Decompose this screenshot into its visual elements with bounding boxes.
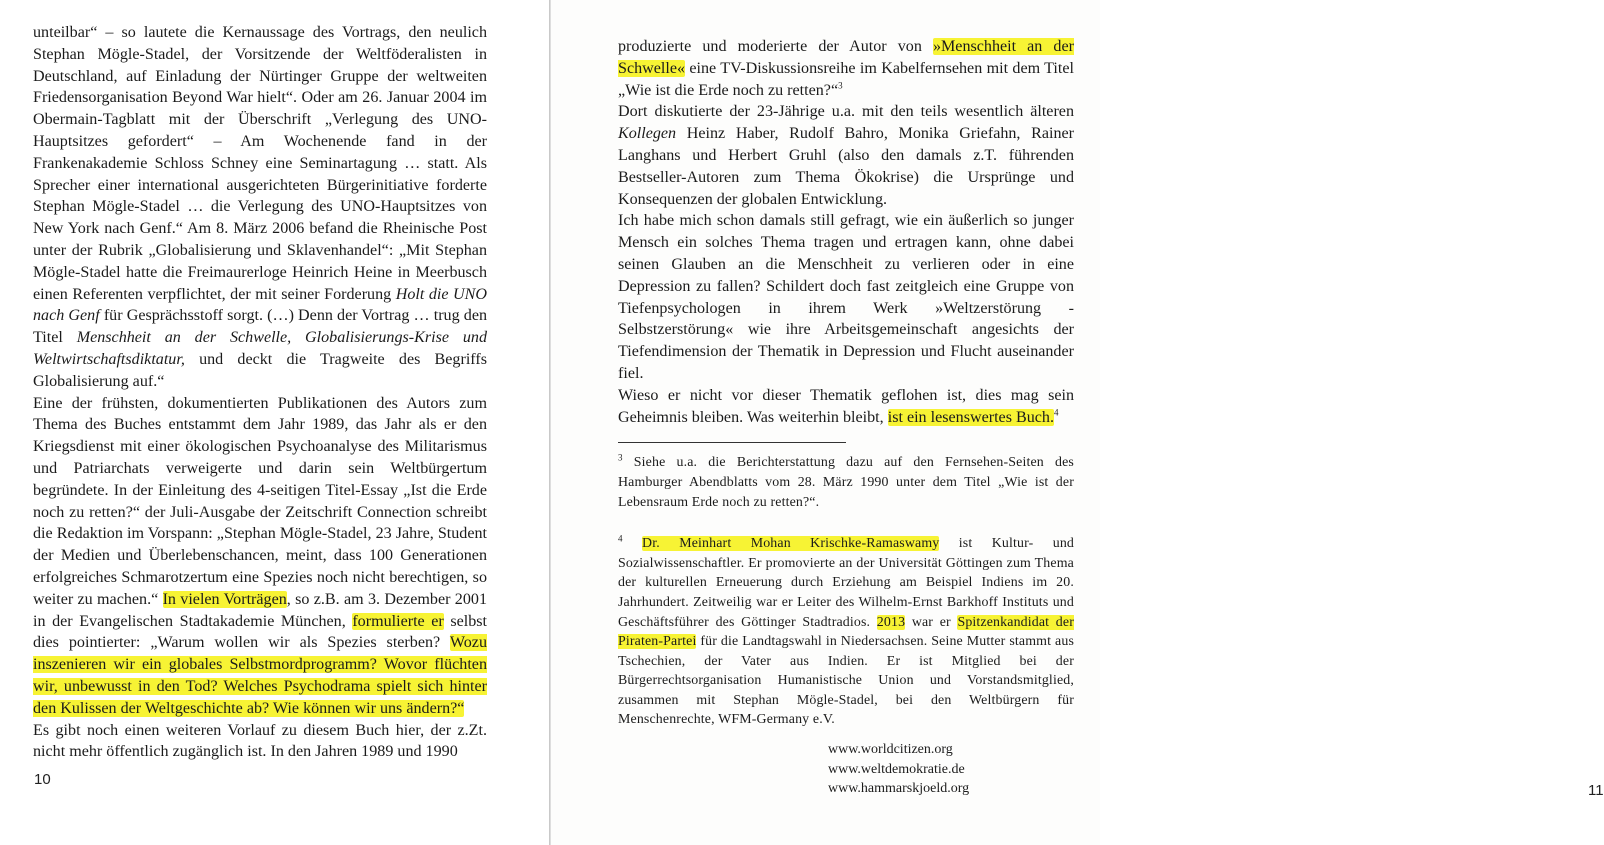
footnote-marker: 3 — [838, 80, 843, 91]
page-number-right: 11 — [1588, 782, 1604, 799]
right-page — [551, 0, 1604, 845]
right-paragraph: Ich habe mich schon damals still gefragt, wie ein äußerlich so junger Mensch ein solches Thema tragen und ertragen kann, ohne dabei seinen Glauben an die Menschheit zu verlieren oder in eine Depression zu fallen? Schildert doch fast zeitgleich eine Gruppe von Tiefenpsychologen in ihrem Werk »Weltzerstörung - Selbstzerstörung« wie ihre Arbeitsgemeinschaft angesichts der Tiefendimension der Thematik in Depression und Flucht auseinander fiel. — [618, 212, 1074, 382]
highlighted-text: 2013 — [876, 614, 906, 630]
footnote-marker: 3 — [618, 452, 623, 463]
website-list — [828, 740, 1074, 799]
left-paragraph: unteilbar“ – so lautete die Kernaussage des Vortrags, den neulich Stephan Mögle-Stadel, der Vorsitzende der Weltföderalisten in Deutschland, auf Einladung der Nürtinger Gruppe der weltweiten Friedensorganisation Beyond War hielt“. Oder am 26. Januar 2004 im Obermain-Tagblatt mit der Überschrift „Verlegung des UNO-Hauptsitzes gefordert“ – Am Wochenende fand in der Frankenakademie Schloss Schney eine Seminartagung … statt. Als Sprecher einer international ausgerichteten Bürgerinitiative forderte Stephan Mögle-Stadel … die Verlegung des UNO-Hauptsitzes von New York nach Genf.“ Am 8. März 2006 befand die Rheinische Post unter der Rubrik „Globalisierung und Sklavenhandel“: „Mit Stephan Mögle-Stadel hatte die Freimaurerloge Heinrich Heine in Meerbusch einen Referenten verpflichtet, der mit seiner Forderung Holt die UNO nach Genf für Gesprächsstoff sorgt. (…) Denn der Vortrag … trug den Titel Menschheit an der Schwelle, Globalisierungs-Krise und Weltwirtschaftsdiktatur, und deckt die Tragweite des Begriffs Globalisierung auf.“ — [33, 24, 488, 390]
highlighted-text: Wozu inszenieren wir ein globales Selbstmordprogramm? Wovor flüchten wir, unbewusst in den Tod? Welches Psychodrama spielt sich hinter den Kulissen der Weltgeschichte ab? Wie können wir uns ändern?“ — [33, 634, 487, 717]
highlighted-text: ist ein lesenswertes Buch. — [887, 408, 1054, 426]
right-paragraph: Dort diskutierte der 23-Jährige u.a. mit den teils wesentlich älteren Kollegen Heinz Haber, Rudolf Bahro, Monika Griefahn, Rainer Langhans und Herbert Gruhl (also den damals z.T. führenden Bestseller-Autoren zum Thema Ökokrise) die Ursprünge und Konsequenzen der globalen Entwicklung. — [618, 103, 1074, 208]
website-link[interactable]: www.worldcitizen.org — [828, 742, 953, 758]
website-link[interactable]: www.weltdemokratie.de — [828, 761, 965, 777]
italic-text: Kollegen — [618, 125, 677, 143]
footnote-marker: 4 — [618, 533, 623, 544]
right-paragraph: Wieso er nicht vor dieser Thematik geflohen ist, dies mag sein Geheimnis bleiben. Was weiterhin bleibt, ist ein lesenswertes Buch.$^4$ — [618, 386, 1074, 426]
footnote-divider — [618, 442, 846, 443]
footnote-marker: 4 — [1053, 407, 1059, 418]
footnote-4: $^4$ Dr. Meinhart Mohan Krischke-Ramaswamy ist Kultur- und Sozialwissenschaftler. Er promovierte an der Universität Göttingen zum Thema der kulturellen Erneuerung durch Erziehung am Beispiel Indiens im 20. Jahrhundert. Zeitweilig war er Leiter des Wilhelm-Ernst Barkhoff Instituts und Geschäftsführer des Göttinger Stadtradios. 2013 war er Spitzenkandidat der Piraten-Partei für die Landtagswahl in Niedersachsen. Seine Mutter stammt aus Tschechien, der Vater aus Indien. Er ist Mitglied bei der Bürgerrechtsorganisation Humanistische Union und Vorstandsmitglied, zusammen mit Stephan Mögle-Stadel, bei den Weltbürgern für Menschenrechte, WFM-Germany e.V. — [618, 533, 1075, 728]
page-number-left: 10 — [34, 771, 51, 788]
left-page-text — [33, 22, 487, 763]
footnote-3: $^3$ Siehe u.a. die Berichterstattung dazu auf den Fernsehen-Seiten des Hamburger Abendblatts vom 28. März 1990 unter dem Titel „Wie ist der Lebensraum Erde noch zu retten?“. — [618, 452, 1074, 510]
highlighted-text: Spitzenkandidat der Piraten-Partei — [618, 614, 1074, 650]
right-page-text — [618, 36, 1074, 799]
italic-text: Menschheit an der Schwelle, Globalisierungs-Krise und Weltwirtschaftsdiktatur, — [33, 329, 487, 368]
left-paragraph: Es gibt noch einen weiteren Vorlauf zu diesem Buch hier, der z.Zt. nicht mehr öffentlich zugänglich ist. In den Jahren 1989 und 1990 — [33, 721, 487, 761]
website-link[interactable]: www.hammarskjoeld.org — [828, 781, 970, 797]
highlighted-text: formulierte er — [352, 612, 444, 630]
left-page — [0, 0, 549, 845]
highlighted-text: Dr. Meinhart Mohan Krischke-Ramaswamy — [642, 536, 940, 552]
left-paragraph: Eine der frühsten, dokumentierten Publikationen des Autors zum Thema des Buches entstammt dem Jahr 1989, das Jahr als er den Kriegsdienst mit einer ökologischen Psychoanalyse des Militarismus und Patriarchats verweigerte und darin sein Weltbürgertum begründete. In der Einleitung des 4-seitigen Titel-Essay „Ist die Erde noch zu retten?“ der Juli-Ausgabe der Zeitschrift Connection schreibt die Redaktion im Vorspann: „Stephan Mögle-Stadel, 23 Jahre, Student der Medien und Überlebenschancen, meint, dass 100 Generationen erfolgreiches Schmarotzertum eine Spezies noch nicht berechtigen, so weiter zu machen.“ In vielen Vorträgen, so z.B. am 3. Dezember 2001 in der Evangelischen Stadtakademie München, formulierte er selbst dies pointierter: „Warum wollen wir als Spezies sterben? Wozu inszenieren wir ein globales Selbstmordprogramm? Wovor flüchten wir, unbewusst in den Tod? Welches Psychodrama spielt sich hinter den Kulissen der Weltgeschichte ab? Wie können wir uns ändern?“ — [33, 394, 488, 717]
highlighted-text: In vielen Vorträgen — [162, 590, 287, 608]
italic-text: Holt die UNO nach Genf — [33, 285, 487, 325]
right-paragraph: produzierte und moderierte der Autor von »Menschheit an der Schwelle« eine TV-Diskussionsreihe im Kabelfernsehen mit dem Titel „Wie ist die Erde noch zu retten?“$^3$ — [618, 38, 1074, 99]
highlighted-text: »Menschheit an der Schwelle« — [618, 38, 1074, 77]
